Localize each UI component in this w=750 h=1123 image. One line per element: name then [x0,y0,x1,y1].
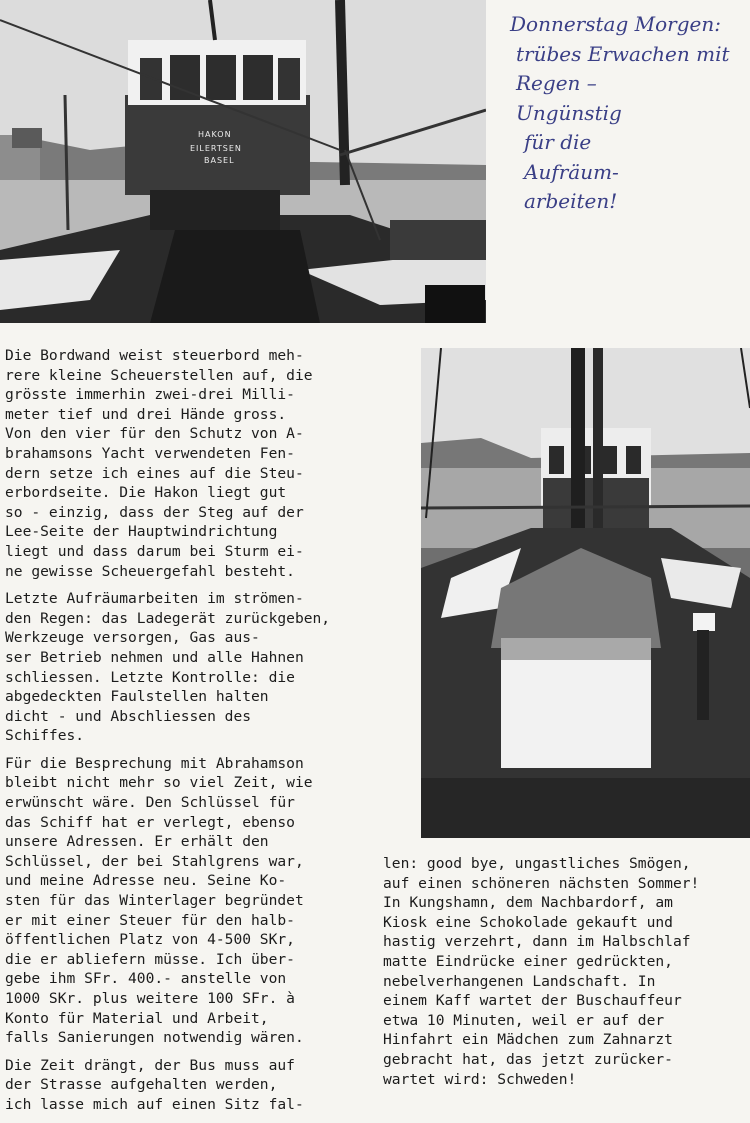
note-line: Donnerstag Morgen: [510,12,721,36]
text-line: Schlüssel, der bei Stahlgrens war, [5,852,304,870]
boat-port-lettering: BASEL [204,156,235,165]
text-line: das Schiff hat er verlegt, ebenso [5,813,295,831]
text-line: dicht - und Abschliessen des [5,707,252,725]
deck-photo-drawing [421,348,750,838]
note-line: für die [524,130,592,154]
text-line: auf einen schöneren nächsten Sommer! [383,874,700,892]
text-line: grösste immerhin zwei-drei Milli- [5,386,295,404]
text-line: den Regen: das Ladegerät zurückgeben, [5,609,331,627]
text-line: so - einzig, dass der Steg auf der [5,503,304,521]
text-line: brahamsons Yacht verwendeten Fen- [5,444,295,462]
text-line: Von den vier für den Schutz von A- [5,425,304,443]
text-column-right [383,854,749,1097]
boat-owner-lettering: EILERTSEN [190,144,242,153]
note-line: trübes Erwachen mit [516,41,730,66]
boat-name-lettering: HAKON [198,130,232,139]
text-line: schliessen. Letzte Kontrolle: die [5,668,295,686]
text-line: In Kungshamn, dem Nachbardorf, am [383,894,673,912]
text-line: matte Eindrücke einer gedrückten, [383,952,673,970]
text-line: Kiosk eine Schokolade gekauft und [383,913,673,931]
paragraph [5,754,413,1048]
note-line: Ungünstig [516,100,622,125]
text-line: Lee-Seite der Hauptwindrichtung [5,523,278,541]
text-line: der Strasse aufgehalten werden, [5,1076,278,1094]
text-line: gebracht hat, das jetzt zurücker- [383,1050,673,1068]
text-line: gebe ihm SFr. 400.- anstelle von [5,970,287,988]
text-line: Schiffes. [5,727,85,745]
text-line: und meine Adresse neu. Seine Ko- [5,872,287,890]
text-line: erwünscht wäre. Den Schlüssel für [5,794,295,812]
text-line: wartet wird: Schweden! [383,1070,577,1088]
text-line: öffentlichen Platz von 4-500 SKr, [5,931,295,949]
text-line: dern setze ich eines auf die Steu- [5,464,304,482]
text-line: ich lasse mich auf einen Sitz fal- [5,1095,304,1113]
text-line: Konto für Material und Arbeit, [5,1009,269,1027]
text-line: die er abliefern müsse. Ich über- [5,950,295,968]
text-line: 1000 SKr. plus weitere 100 SFr. à [5,990,295,1007]
note-line: Aufräum- [524,159,619,184]
note-line: Regen – [516,71,597,95]
text-line: ser Betrieb nehmen und alle Hahnen [5,648,304,666]
text-line: Die Bordwand weist steuerbord meh- [5,347,304,364]
text-line: Werkzeuge versorgen, Gas aus- [5,629,260,647]
wheelhouse-photo-drawing [0,0,486,323]
text-line: Hinfahrt ein Mädchen zum Zahnarzt [383,1031,673,1049]
paragraph [383,854,749,1089]
text-column-left [5,346,413,1123]
text-line: nebelverhangenen Landschaft. In [383,972,656,990]
text-line: len: good bye, ungastliches Smögen, [383,855,691,872]
text-line: liegt und dass darum bei Sturm ei- [5,542,304,560]
photo-deck [421,348,750,838]
text-line: abgedeckten Faulstellen halten [5,688,269,706]
note-line: arbeiten! [524,189,618,213]
photo-wheelhouse [0,0,486,323]
text-line: unsere Adressen. Er erhält den [5,833,269,851]
paragraph [5,589,413,746]
text-line: hastig verzehrt, dann im Halbschlaf [383,933,691,951]
text-line: Die Zeit drängt, der Bus muss auf [5,1056,295,1074]
text-line: erbordseite. Die Hakon liegt gut [5,484,287,502]
handwritten-note [510,10,745,217]
text-line: Für die Besprechung mit Abrahamson [5,754,304,772]
text-line: rere kleine Scheuerstellen auf, die [5,366,313,384]
text-line: etwa 10 Minuten, weil er auf der [383,1011,665,1029]
text-line: ne gewisse Scheuergefahl besteht. [5,562,295,580]
text-line: falls Sanierungen notwendig wären. [5,1029,304,1047]
paragraph [5,346,413,581]
text-line: bleibt nicht mehr so viel Zeit, wie [5,774,313,792]
text-line: er mit einer Steuer für den halb- [5,911,295,929]
paragraph [5,1056,413,1115]
text-line: Letzte Aufräumarbeiten im strömen- [5,590,304,608]
text-line: sten für das Winterlager begründet [5,892,304,910]
text-line: einem Kaff wartet der Buschauffeur [383,992,682,1010]
text-line: meter tief und drei Hände gross. [5,405,287,423]
